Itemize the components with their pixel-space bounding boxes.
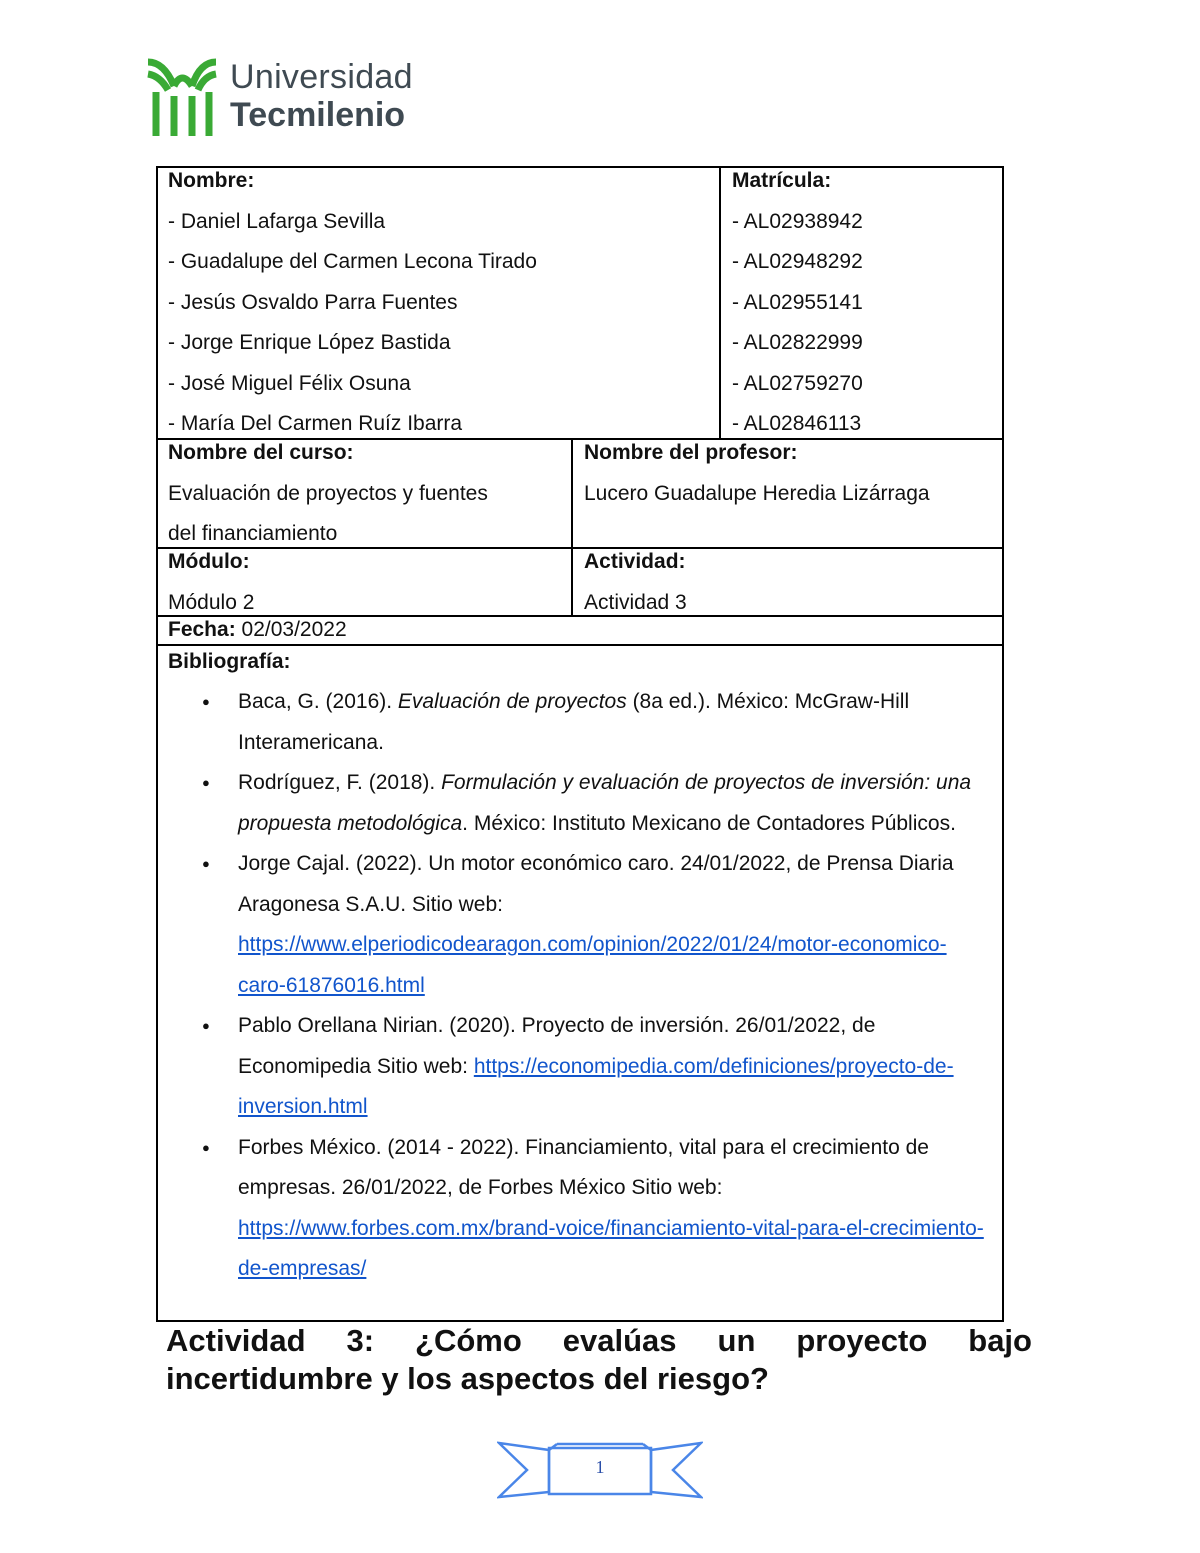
student-id: - AL02846113 xyxy=(732,412,862,435)
student-name: - Guadalupe del Carmen Lecona Tirado xyxy=(168,250,537,273)
date-cell xyxy=(158,615,998,644)
course-divider xyxy=(571,438,573,549)
reference-title: Formulación y evaluación de proyectos de inversión: una propuesta metodológica xyxy=(238,771,972,835)
students-names-column xyxy=(158,161,718,445)
student-name: - Jorge Enrique López Bastida xyxy=(168,331,451,354)
bibliography-item xyxy=(158,1128,998,1290)
reference-text: Jorge Cajal. (2022). Un motor económico caro. 24/01/2022, de Prensa Diaria Aragonesa S.A.U. Sitio web: xyxy=(238,852,954,916)
reference-link[interactable]: https://economipedia.com/definiciones/proyecto-de-inversion.html xyxy=(238,1054,954,1118)
bibliography-item xyxy=(158,1006,998,1128)
bibliography-section xyxy=(156,644,1004,1322)
logo-brand-word: Tecmilenio xyxy=(230,96,406,134)
students-ids-column xyxy=(722,161,1002,445)
module-cell xyxy=(158,542,570,623)
student-id: - AL02955141 xyxy=(732,290,863,314)
reference-link[interactable]: https://www.forbes.com.mx/brand-voice/financiamiento-vital-para-el-crecimiento-de-empresas/ xyxy=(238,1216,984,1280)
module-value: Módulo 2 xyxy=(168,590,255,614)
reference-text: (8a ed.). México: McGraw-Hill Interamericana. xyxy=(238,690,910,754)
professor-name: Lucero Guadalupe Heredia Lizárraga xyxy=(584,481,930,505)
student-id: - AL02759270 xyxy=(732,371,863,395)
bibliography-list xyxy=(158,682,998,1290)
tecmilenio-logo-icon xyxy=(146,56,218,136)
date-label: Fecha: xyxy=(168,618,236,641)
course-name-line2: del financiamiento xyxy=(168,522,338,545)
student-id: - AL02938942 xyxy=(732,209,863,233)
date-value: 02/03/2022 xyxy=(241,618,347,641)
student-id: - AL02822999 xyxy=(732,331,863,354)
activity-label: Actividad: xyxy=(584,550,686,573)
bibliography-title: Bibliografía: xyxy=(168,650,291,673)
reference-text: Baca, G. (2016). xyxy=(238,690,398,713)
professor-label: Nombre del profesor: xyxy=(584,441,798,464)
course-cell xyxy=(158,433,570,555)
students-divider xyxy=(719,166,721,440)
student-name: - Jesús Osvaldo Parra Fuentes xyxy=(168,290,458,314)
professor-cell xyxy=(574,433,1002,514)
reference-text: Rodríguez, F. (2018). xyxy=(238,771,442,794)
reference-text: Pablo Orellana Nirian. (2020). Proyecto de inversión. 26/01/2022, de Economipedia Sitio web: xyxy=(238,1014,876,1078)
bibliography-item xyxy=(158,763,998,844)
reference-title: Evaluación de proyectos xyxy=(397,690,627,713)
bibliography-item xyxy=(158,844,998,1006)
id-label: Matrícula: xyxy=(732,169,832,192)
activity-heading: Actividad 3: ¿Cómo evalúas un proyecto bajo incertidumbre y los aspectos del riesgo? xyxy=(166,1323,1032,1396)
student-name: - María Del Carmen Ruíz Ibarra xyxy=(168,412,463,435)
name-label: Nombre: xyxy=(168,169,255,192)
page-number: 1 xyxy=(595,1457,605,1477)
reference-link[interactable]: https://www.elperiodicodearagon.com/opinion/2022/01/24/motor-economico-caro-61876016.html xyxy=(238,933,947,997)
bibliography-item xyxy=(158,682,998,763)
activity-value: Actividad 3 xyxy=(584,590,687,614)
reference-text: Forbes México. (2014 - 2022). Financiamiento, vital para el crecimiento de empresas. 26/01/2022, de Forbes México Sitio web: xyxy=(238,1135,929,1199)
course-name-line1: Evaluación de proyectos y fuentes xyxy=(168,481,488,505)
logo-university-word: Universidad xyxy=(230,58,413,96)
university-logo xyxy=(146,52,436,140)
module-label: Módulo: xyxy=(168,550,250,573)
course-label: Nombre del curso: xyxy=(168,441,354,464)
reference-text: . México: Instituto Mexicano de Contadores Públicos. xyxy=(462,811,956,835)
student-name: - José Miguel Félix Osuna xyxy=(168,371,411,395)
page-number-badge xyxy=(497,1440,703,1502)
module-divider xyxy=(571,547,573,617)
student-id: - AL02948292 xyxy=(732,250,863,273)
student-name: - Daniel Lafarga Sevilla xyxy=(168,209,386,233)
activity-cell xyxy=(574,542,1002,623)
